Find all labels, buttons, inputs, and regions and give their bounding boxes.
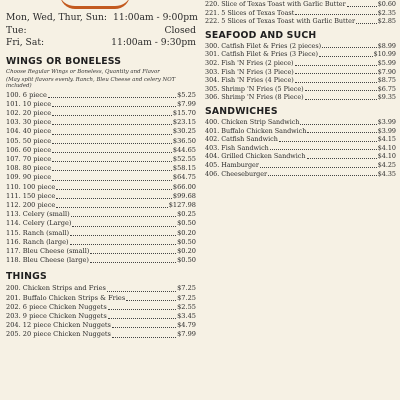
menu-item — [205, 85, 396, 94]
menu-item-name: 305. Shrimp 'N Fries (5 Piece) — [205, 84, 304, 93]
menu-item-name: 300. Catfish Filet & Fries (2 pieces) — [205, 41, 322, 50]
menu-item — [205, 118, 396, 127]
hours-row-fri — [6, 37, 196, 50]
menu-item-price: $52.55 — [172, 154, 196, 163]
menu-item-price: $7.99 — [177, 99, 196, 108]
leader-dots — [56, 197, 172, 199]
leader-dots — [71, 215, 176, 217]
menu-item-name: 110. 100 piece — [6, 182, 56, 191]
leader-dots — [322, 46, 377, 48]
menu-item-price: $0.50 — [177, 256, 196, 265]
menu-item-name: 113. Celery (small) — [6, 210, 70, 219]
hours-block — [6, 12, 196, 50]
menu-item-name: 118. Bleu Cheese (large) — [6, 256, 89, 265]
menu-item — [205, 9, 396, 18]
leader-dots — [52, 142, 172, 144]
menu-item-price: $0.20 — [177, 246, 196, 255]
menu-item-price: $5.99 — [377, 58, 396, 67]
menu-item-name: 106. 60 piece — [6, 145, 52, 154]
menu-item-name: 400. Chicken Strip Sandwich — [205, 117, 300, 126]
menu-item-name: 306. Shrimp 'N Fries (8 Piece) — [205, 93, 304, 102]
menu-item-price: $7.99 — [177, 330, 196, 339]
section-title-sandwiches: SANDWICHES — [205, 105, 278, 117]
menu-item-name: 103. 30 piece — [6, 118, 52, 127]
menu-item — [205, 17, 396, 26]
toast-list — [205, 0, 396, 26]
menu-item — [205, 161, 396, 170]
menu-item — [205, 76, 396, 85]
sandwiches-list — [205, 118, 396, 178]
menu-item-price: $4.35 — [377, 169, 396, 178]
menu-item-name: 405. Hamburger — [205, 160, 259, 169]
menu-item — [205, 42, 396, 51]
leader-dots — [70, 234, 176, 236]
leader-dots — [108, 317, 176, 319]
menu-item — [6, 100, 196, 109]
leader-dots — [72, 225, 176, 227]
menu-item-name: 116. Ranch (large) — [6, 237, 69, 246]
menu-item — [6, 219, 196, 228]
leader-dots — [270, 148, 377, 150]
menu-item-price: $0.50 — [177, 237, 196, 246]
left-column — [0, 0, 200, 340]
menu-item-price: $44.65 — [172, 145, 196, 154]
menu-item-name: 107. 70 piece — [6, 154, 52, 163]
leader-dots — [307, 131, 376, 133]
leader-dots — [52, 151, 172, 153]
menu-item — [6, 247, 196, 256]
menu-item — [6, 321, 196, 330]
menu-item-name: 203. 9 piece Chicken Nuggets — [6, 311, 107, 320]
hours-label: Mon, Wed, Thur, Sun: — [6, 12, 107, 23]
menu-item — [205, 68, 396, 77]
menu-item-price: $127.98 — [168, 200, 196, 209]
menu-item-price: $2.55 — [177, 302, 196, 311]
menu-item-name: 109. 90 piece — [6, 173, 52, 182]
menu-item-price: $58.15 — [172, 164, 196, 173]
section-note: (May split flavors evenly. Ranch, Bleu Cheese and celery NOT included) — [6, 76, 176, 89]
menu-item-name: 404. Grilled Chicken Sandwich — [205, 152, 306, 161]
menu-item-price: $2.85 — [377, 17, 396, 26]
leader-dots — [260, 166, 377, 168]
things-list — [6, 284, 196, 339]
leader-dots — [48, 96, 176, 98]
menu-item — [6, 127, 196, 136]
menu-item-price: $3.99 — [377, 126, 396, 135]
menu-item — [6, 118, 196, 127]
menu-item — [205, 127, 396, 136]
menu-item — [6, 192, 196, 201]
menu-item-price: $66.00 — [172, 182, 196, 191]
section-title-wings: WINGS OR BONELESS — [6, 55, 122, 67]
menu-item-name: 303. Fish 'N Fries (3 Piece) — [205, 67, 294, 76]
right-column — [203, 0, 400, 178]
menu-item — [205, 93, 396, 102]
menu-item — [205, 0, 396, 9]
menu-item-price: $0.20 — [177, 228, 196, 237]
menu-item-price: $4.25 — [377, 160, 396, 169]
leader-dots — [52, 169, 172, 171]
leader-dots — [295, 72, 377, 74]
leader-dots — [279, 140, 377, 142]
menu-item-price: $7.90 — [377, 67, 396, 76]
menu-item — [6, 238, 196, 247]
leader-dots — [112, 326, 176, 328]
menu-item-name: 117. Bleu Cheese (small) — [6, 246, 90, 255]
menu-item-name: 104. 40 piece — [6, 127, 52, 136]
leader-dots — [52, 133, 172, 135]
leader-dots — [90, 252, 176, 254]
menu-item — [6, 312, 196, 321]
leader-dots — [268, 174, 377, 176]
menu-item — [205, 59, 396, 68]
menu-item — [6, 137, 196, 146]
leader-dots — [52, 123, 172, 125]
leader-dots — [56, 188, 172, 190]
hours-row-tue — [6, 25, 196, 38]
menu-item — [6, 303, 196, 312]
menu-item-price: $6.75 — [377, 84, 396, 93]
section-note: Choose Regular Wings or Boneless, Quantity and Flavor — [6, 68, 160, 75]
menu-item-price: $23.15 — [172, 118, 196, 127]
menu-item — [205, 135, 396, 144]
menu-item — [6, 183, 196, 192]
leader-dots — [347, 5, 377, 7]
menu-item — [6, 229, 196, 238]
menu-item-name: 100. 6 piece — [6, 90, 47, 99]
leader-dots — [90, 261, 176, 263]
leader-dots — [52, 179, 172, 181]
menu-item — [6, 164, 196, 173]
leader-dots — [300, 123, 376, 125]
leader-dots — [356, 22, 377, 24]
menu-item-price: $0.60 — [377, 0, 396, 8]
menu-item-name: 115. Ranch (small) — [6, 228, 70, 237]
menu-item-name: 221. 5 Slices of Texas Toast — [205, 8, 295, 17]
leader-dots — [108, 308, 176, 310]
menu-item — [6, 91, 196, 100]
hours-time: 11:00am - 9:00pm — [112, 12, 198, 23]
hours-label: Tue: — [6, 24, 27, 36]
menu-item — [6, 294, 196, 303]
menu-item — [205, 144, 396, 153]
menu-item-price: $9.35 — [377, 93, 396, 102]
menu-item-name: 111. 150 piece — [6, 191, 56, 200]
menu-item-price: $30.25 — [172, 127, 196, 136]
leader-dots — [307, 157, 377, 159]
menu-item-price: $0.50 — [177, 219, 196, 228]
hours-row-mon — [6, 12, 196, 25]
menu-item-name: 204. 12 piece Chicken Nuggets — [6, 321, 111, 330]
menu-item-price: $2.35 — [377, 8, 396, 17]
menu-item-name: 201. Buffalo Chicken Strips & Fries — [6, 293, 126, 302]
menu-item — [6, 201, 196, 210]
leader-dots — [70, 243, 177, 245]
leader-dots — [52, 105, 176, 107]
menu-item — [205, 152, 396, 161]
menu-item-price: $0.25 — [177, 210, 196, 219]
seafood-list — [205, 42, 396, 102]
menu-item-price: $36.50 — [172, 136, 196, 145]
leader-dots — [56, 206, 167, 208]
menu-item-name: 112. 200 piece — [6, 200, 56, 209]
menu-item-price: $4.10 — [377, 143, 396, 152]
hours-time: 11:00am - 9:30pm — [111, 37, 196, 48]
menu-item-name: 114. Celery (Large) — [6, 219, 72, 228]
menu-item — [6, 146, 196, 155]
leader-dots — [52, 114, 172, 116]
menu-item-name: 401. Buffalo Chicken Sandwich — [205, 126, 307, 135]
menu-item-price: $8.75 — [377, 76, 396, 85]
menu-item-name: 205. 20 piece Chicken Nuggets — [6, 330, 111, 339]
menu-item-price: $4.10 — [377, 152, 396, 161]
leader-dots — [52, 160, 172, 162]
menu-item — [6, 284, 196, 293]
leader-dots — [305, 98, 377, 100]
menu-item-name: 301. Catfish Filet & Fries (3 Piece) — [205, 50, 319, 59]
menu-item-name: 222. 5 Slices of Texas Toast with Garlic Butter — [205, 17, 355, 26]
menu-item-name: 200. Chicken Strips and Fries — [6, 284, 106, 293]
menu-item — [6, 256, 196, 265]
menu-item-price: $15.70 — [172, 108, 196, 117]
menu-item-price: $4.79 — [177, 321, 196, 330]
logo-swirl — [60, 0, 130, 9]
menu-item — [6, 109, 196, 118]
menu-item-name: 101. 10 piece — [6, 99, 52, 108]
hours-label: Fri, Sat: — [6, 37, 45, 48]
menu-item — [6, 173, 196, 182]
menu-item-name: 402. Catfish Sandwich — [205, 135, 278, 144]
hours-time: Closed — [164, 24, 196, 36]
menu-item-name: 108. 80 piece — [6, 164, 52, 173]
menu-item-price: $7.25 — [177, 293, 196, 302]
leader-dots — [305, 89, 377, 91]
leader-dots — [112, 336, 176, 338]
menu-item-name: 403. Fish Sandwich — [205, 143, 269, 152]
menu-item-price: $3.45 — [177, 311, 196, 320]
menu-item-price: $3.99 — [377, 117, 396, 126]
menu-item-name: 105. 50 piece — [6, 136, 52, 145]
menu-item-price: $4.15 — [377, 135, 396, 144]
menu-item-price: $99.68 — [172, 191, 196, 200]
menu-item-price: $5.25 — [177, 90, 196, 99]
menu-item-name: 102. 20 piece — [6, 108, 52, 117]
menu-item — [6, 330, 196, 339]
menu-item — [205, 170, 396, 179]
menu-item-price: $7.25 — [177, 284, 196, 293]
menu-item-price: $8.99 — [377, 41, 396, 50]
leader-dots — [107, 290, 176, 292]
menu-item-name: 202. 6 piece Chicken Nuggets — [6, 302, 107, 311]
menu-item-name: 220. Slice of Texas Toast with Garlic Butter — [205, 0, 346, 8]
leader-dots — [295, 13, 376, 15]
menu-item-name: 406. Cheeseburger — [205, 169, 268, 178]
menu-item-price: $64.75 — [172, 173, 196, 182]
leader-dots — [295, 64, 377, 66]
leader-dots — [126, 299, 176, 301]
section-title-things: THINGS — [6, 271, 47, 283]
section-title-seafood: SEAFOOD AND SUCH — [205, 29, 317, 41]
wings-list — [6, 91, 196, 266]
menu-item-name: 304. Fish 'N Fries (4 Piece) — [205, 76, 294, 85]
leader-dots — [319, 55, 373, 57]
menu-item — [6, 210, 196, 219]
menu-item — [6, 155, 196, 164]
leader-dots — [295, 81, 377, 83]
menu-item-price: $10.99 — [373, 50, 396, 59]
menu-item — [205, 50, 396, 59]
menu-item-name: 302. Fish 'N Fries (2 piece) — [205, 58, 294, 67]
